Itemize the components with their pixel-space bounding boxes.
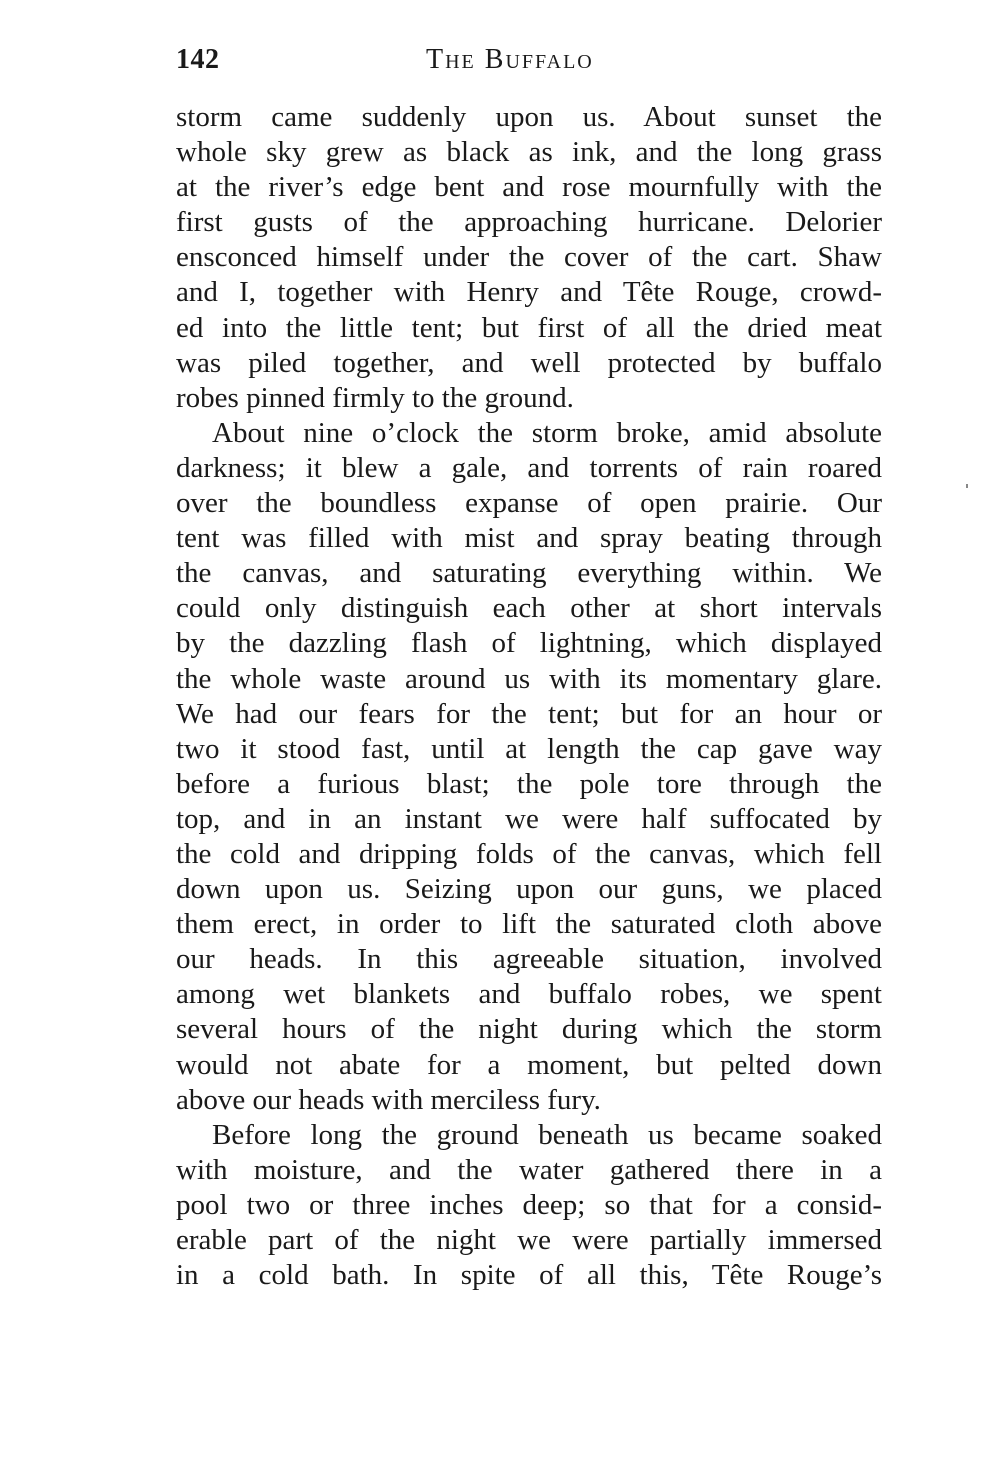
text-line: tent was filled with mist and spray beating through: [176, 522, 882, 555]
text-line: could only distinguish each other at short intervals: [176, 592, 882, 625]
margin-speck: [966, 484, 968, 488]
text-line: two it stood fast, until at length the cap gave way: [176, 732, 882, 765]
text-line: by the dazzling flash of lightning, which displayed: [176, 627, 882, 660]
text-line: ensconced himself under the cover of the cart. Shaw: [176, 241, 882, 274]
text-line: the cold and dripping folds of the canvas, which fell: [176, 837, 882, 870]
text-line: over the boundless expanse of open prairie. Our: [176, 487, 882, 520]
text-line: before a furious blast; the pole tore through the: [176, 767, 882, 800]
text-line: the canvas, and saturating everything within. We: [176, 557, 882, 590]
text-line: Before long the ground beneath us became soaked: [212, 1118, 882, 1151]
text-line: About nine o’clock the storm broke, amid absolute: [212, 416, 882, 449]
body-text: [176, 100, 882, 1293]
text-line: with moisture, and the water gathered there in a: [176, 1153, 882, 1186]
paragraph: [176, 1118, 882, 1293]
text-line: would not abate for a moment, but pelted down: [176, 1048, 882, 1081]
text-line: down upon us. Seizing upon our guns, we placed: [176, 873, 882, 906]
text-line: and I, together with Henry and Tête Rouge, crowd-: [176, 276, 882, 309]
text-line: several hours of the night during which the storm: [176, 1013, 882, 1046]
text-line: among wet blankets and buffalo robes, we spent: [176, 978, 882, 1011]
text-line: darkness; it blew a gale, and torrents of rain roared: [176, 451, 882, 484]
text-line: at the river’s edge bent and rose mournfully with the: [176, 171, 882, 204]
text-line: top, and in an instant we were half suffocated by: [176, 802, 882, 835]
text-line: storm came suddenly upon us. About sunset the: [176, 101, 882, 133]
running-title: The Buffalo: [426, 44, 594, 75]
text-line: above our heads with merciless fury.: [176, 1083, 601, 1116]
text-line: ed into the little tent; but first of all the dried meat: [176, 311, 882, 344]
text-line: pool two or three inches deep; so that for a consid-: [176, 1188, 882, 1221]
text-line: our heads. In this agreeable situation, involved: [176, 943, 882, 976]
text-line: them erect, in order to lift the saturated cloth above: [176, 908, 882, 941]
page-number: 142: [176, 44, 220, 75]
paragraph: [176, 100, 882, 416]
text-line: We had our fears for the tent; but for an hour or: [176, 697, 882, 730]
paragraph: [176, 416, 882, 1118]
text-line: the whole waste around us with its momentary glare.: [176, 662, 882, 695]
text-line: erable part of the night we were partially immersed: [176, 1224, 882, 1256]
text-line: in a cold bath. In spite of all this, Tête Rouge’s: [176, 1259, 882, 1292]
text-line: whole sky grew as black as ink, and the long grass: [176, 136, 882, 169]
text-line: robes pinned firmly to the ground.: [176, 381, 574, 414]
text-line: first gusts of the approaching hurricane. Delorier: [176, 206, 882, 239]
text-line: was piled together, and well protected by buffalo: [176, 346, 882, 379]
page-header: [176, 44, 886, 84]
